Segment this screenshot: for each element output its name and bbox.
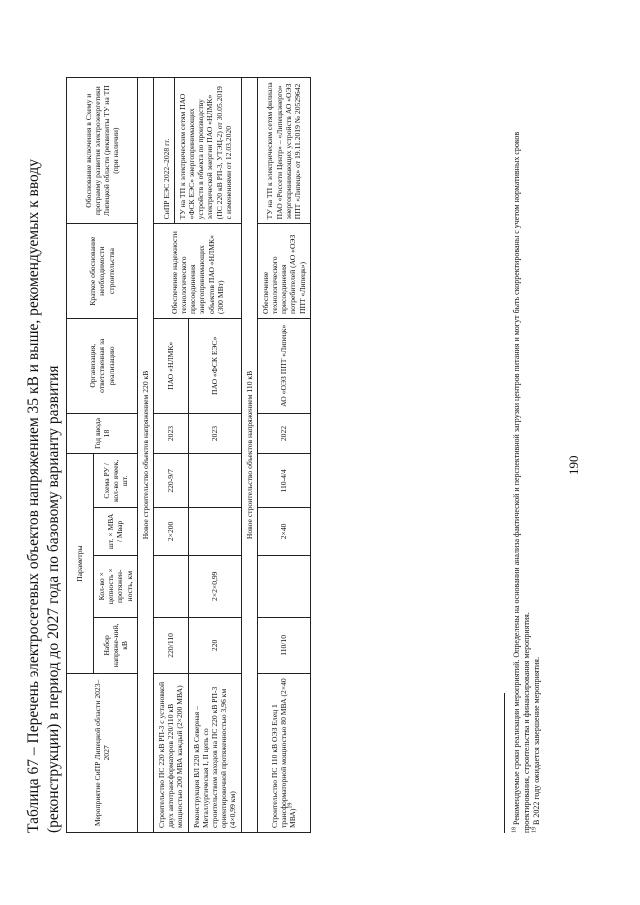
cell-org: ПАО «НЛМК» bbox=[154, 318, 189, 413]
table-title: Таблица 67 – Перечень электросетевых объектов напряжением 35 кВ и выше, рекомендуемых к вводу (реконструкции) в период до 2027 года по базовому варианту развития bbox=[25, 159, 62, 833]
col-header-rationale: Краткое обоснование необходимости строительства bbox=[67, 224, 138, 319]
col-header-scheme: Схема РУ / кол-во ячеек, шт. bbox=[94, 454, 138, 508]
col-header-measure: Мероприятие СиПР Липецкой области 2023–2027 bbox=[67, 673, 138, 832]
cell-count-length bbox=[154, 555, 189, 617]
col-header-params: Параметры bbox=[67, 454, 94, 673]
section-110kv: Новое строительство объектов напряжением 110 кВ bbox=[241, 78, 257, 833]
page-number: 190 bbox=[566, 455, 581, 475]
table-row bbox=[257, 78, 310, 833]
table-row bbox=[154, 78, 189, 833]
cell-inclusion bbox=[154, 78, 242, 224]
col-header-inclusion: Обоснование включения в Схему и программу развития электроэнергетики Липецкой области (реквизиты ТУ на ТП (при наличии) bbox=[67, 78, 138, 224]
cell-org: АО «ОЭЗ ППТ «Липецк» bbox=[257, 318, 310, 413]
footnote-19: $^{19}$ В 2022 году ожидается завершение мероприятия. bbox=[531, 657, 541, 833]
cell-scheme: 110-4/4 bbox=[257, 454, 310, 508]
footnote-separator bbox=[504, 693, 505, 833]
cell-voltage: 220/110 bbox=[154, 617, 189, 673]
data-table bbox=[66, 77, 311, 833]
cell-power: 2×40 bbox=[257, 508, 310, 555]
cell-count-length bbox=[257, 555, 310, 617]
cell-scheme: 220-9/7 bbox=[154, 454, 189, 508]
cell-inclusion: ТУ на ТП к электрическим сетям филиала ПАО «Россети Центр» – «Липецкэнерго» энергопринимающих устройств АО «ОЭЗ ППТ «Липецк» от 19.11.2019 № 20529642 bbox=[257, 78, 310, 224]
footnotes bbox=[512, 73, 542, 833]
footnote-18: $^{18}$ Рекомендуемые сроки реализации мероприятий. Определены на основании анализа фактической и перспективной загрузки центров питания и могут быть скорректированы с учетом нормативных сроков проектирования, строительства и финансирования мероприятия. bbox=[511, 131, 531, 833]
cell-measure: Строительство ПС 110 кВ ОЭЗ Елец 1 трансформаторной мощностью 80 МВА (2×40 МВА)$^{19}$ bbox=[257, 673, 310, 832]
cell-rationale: Обеспечение технологического присоединения потребителей (АО «ОЭЗ ППТ «Липецк») bbox=[257, 224, 310, 319]
cell-voltage: 220 bbox=[188, 617, 241, 673]
cell-rationale: Обеспечение надежности технологического присоединения энергопринимающих объектов ПАО «НЛМК» (300 МВт) bbox=[154, 224, 242, 319]
col-header-year: Год ввода 18 bbox=[67, 413, 138, 454]
col-header-count-length: Кол-во × цепность × протяжен-ность, км bbox=[94, 555, 138, 617]
section-220kv: Новое строительство объектов напряжением 220 кВ bbox=[137, 78, 153, 833]
col-header-voltage: Набор напряже-ний, кВ bbox=[94, 617, 138, 673]
cell-voltage: 110/10 bbox=[257, 617, 310, 673]
cell-count-length: 2×2×0,99 bbox=[188, 555, 241, 617]
cell-inclusion-line1: СиПР ЕЭС 2022–2028 гг. bbox=[159, 78, 175, 223]
cell-year: 2023 bbox=[188, 413, 241, 454]
cell-scheme bbox=[188, 454, 241, 508]
cell-inclusion-line2: ТУ на ТП к электрическим сетям ПАО «ФСК ЕЭС» энергопринимающих устройств в объекта по производству электрической энергии ПАО «НЛМК» (ПС 220 кВ РП-3, УТЭЦ-2) от 30.05.2019 с изменениями от 12.03.2020 bbox=[177, 86, 233, 220]
cell-measure: Строительство ПС 220 кВ РП-3 с установкой двух автотрансформаторов 220/110 кВ мощностью 200 МВА каждый (2×200 МВА) bbox=[154, 673, 189, 832]
cell-power: 2×200 bbox=[154, 508, 189, 555]
cell-org: ПАО «ФСК ЕЭС» bbox=[188, 318, 241, 413]
col-header-power: шт. × МВА / Мвар bbox=[94, 508, 138, 555]
table-caption bbox=[24, 73, 64, 833]
cell-year: 2023 bbox=[154, 413, 189, 454]
cell-year: 2022 bbox=[257, 413, 310, 454]
cell-power bbox=[188, 508, 241, 555]
col-header-org: Организация, ответственная за реализацию bbox=[67, 318, 138, 413]
cell-measure: Реконструкция ВЛ 220 кВ Северная – Металлургическая I, II цепь со строительством заходов на ПС 220 кВ РП-3 ориентировочной протяженностью 3,96 км (4×0,99 км) bbox=[188, 673, 241, 832]
